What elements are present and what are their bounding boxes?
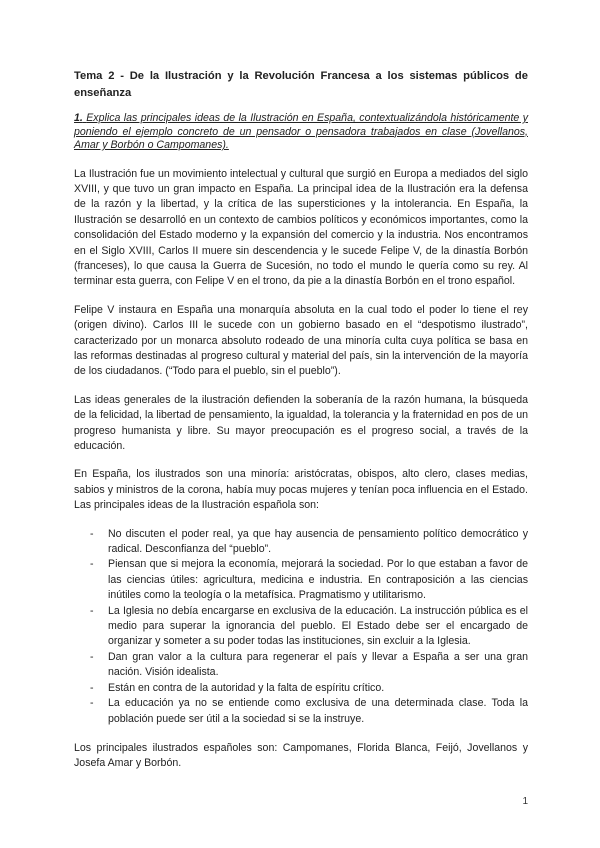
list-dash: -	[90, 650, 94, 663]
list-dash: -	[90, 527, 94, 540]
list-item	[74, 696, 528, 727]
question-text: Explica las principales ideas de la Ilustración en España, contextualizándola históricamente y poniendo el ejemplo concreto de un pensador o pensadora trabajados en clase (Jovellanos, Amar y Borbón o Campomanes).	[74, 112, 528, 151]
list-item	[74, 681, 528, 696]
list-dash: -	[90, 558, 94, 571]
document-title: Tema 2 - De la Ilustración y la Revolución Francesa a los sistemas públicos de enseñanza	[74, 70, 528, 99]
page-content	[74, 68, 528, 785]
list-item-text: Dan gran valor a la cultura para regenerar el país y llevar a España a ser una gran nación. Visión idealista.	[108, 650, 528, 679]
list-item	[74, 557, 528, 603]
paragraph-general-ideas: Las ideas generales de la ilustración defienden la soberanía de la razón humana, la búsqueda de la felicidad, la libertad de pensamiento, la igualdad, la tolerancia y la fraternidad en pos de un progreso humanista y libre. Su mayor preocupación es el progreso social, a través de la educación.	[74, 393, 528, 452]
list-item-text: Piensan que si mejora la economía, mejorará la sociedad. Por lo que estaban a favor de las ciencias útiles: agricultura, medicina e industria. En contraposición a las ciencias inútiles como la teología o la metafísica. Pragmatismo y utilitarismo.	[108, 558, 528, 602]
list-item-text: Están en contra de la autoridad y la falta de espíritu crítico.	[108, 681, 385, 694]
paragraph-closing: Los principales ilustrados españoles son: Campomanes, Florida Blanca, Feijó, Jovellanos y Josefa Amar y Borbón.	[74, 741, 528, 770]
page-number: 1	[522, 796, 528, 807]
paragraph-despotism: Felipe V instaura en España una monarquía absoluta en la cual todo el poder lo tiene el rey (origen divino). Carlos III le sucede con un gobierno basado en el “despotismo ilustrado”, caracterizado por un monarca absoluto rodeado de una minoría culta cuya política se basa en las reformas destinadas al progreso cultural y material del país, sin la intervención de la mayoría de los ciudadanos. (“Todo para el pueblo, sin el pueblo”).	[74, 303, 528, 378]
list-item	[74, 650, 528, 681]
list-dash: -	[90, 681, 94, 694]
list-item	[74, 604, 528, 650]
paragraph-context: La Ilustración fue un movimiento intelectual y cultural que surgió en Europa a mediados del siglo XVIII, y que tuvo un gran impacto en España. La principal idea de la Ilustración era la defensa de la razón y la libertad, y la crítica de las supersticiones y la intolerancia. En España, la Ilustración se desarrolló en un contexto de cambios políticos y económicos importantes, como la consolidación del Estado moderno y la expansión del comercio y la industria. Nos encontramos en el Siglo XVIII, Carlos II muere sin descendencia y le sucede Felipe V, de la dinastía Borbón (franceses), lo que causa la Guerra de Sucesión, no todo el mundo le quería como su rey. Al terminar esta guerra, con Felipe V en el trono, da pie a la dinastía Borbón en el trono español.	[74, 167, 528, 288]
list-item-text: No discuten el poder real, ya que hay ausencia de pensamiento político democrático y radical. Desconfianza del “pueblo”.	[108, 527, 528, 556]
list-item	[74, 527, 528, 558]
list-item-text: La Iglesia no debía encargarse en exclusiva de la educación. La instrucción pública es el medio para superar la ignorancia del pueblo. El Estado debe ser el encargado de organizar y someter a su poder todas las instituciones, sin excluir a la Iglesia.	[108, 604, 528, 648]
list-dash: -	[90, 604, 94, 617]
list-dash: -	[90, 697, 94, 710]
list-item-text: La educación ya no se entiende como exclusiva de una determinada clase. Toda la población puede ser útil a la sociedad si se la instruye.	[108, 697, 528, 725]
question-number: 1.	[74, 112, 83, 124]
paragraph-spanish-ilustrados: En España, los ilustrados son una minoría: aristócratas, obispos, alto clero, clases medias, sabios y ministros de la corona, había muy pocas mujeres y tenían poca influencia en el Estado. Las principales ideas de la Ilustración española son:	[74, 468, 528, 512]
question-prompt	[74, 112, 528, 153]
ideas-list	[74, 527, 528, 727]
